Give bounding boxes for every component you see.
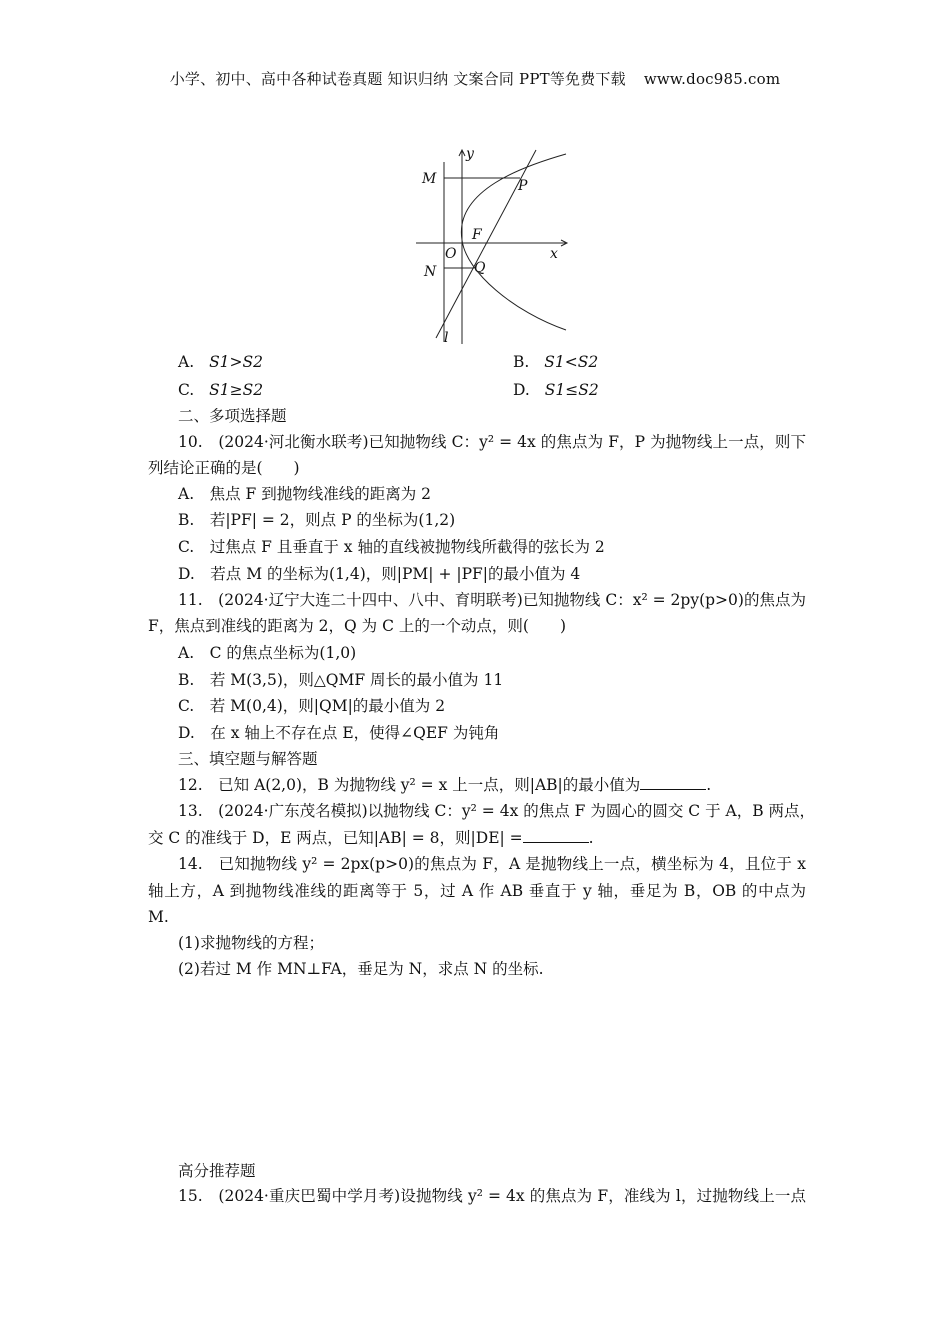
q11-line1: 11. (2024·辽宁大连二十四中、八中、育明联考)已知抛物线 C：x² = 2py(p>0)的焦点为 — [178, 591, 806, 609]
q10-line1: 10. (2024·河北衡水联考)已知抛物线 C：y² = 4x 的焦点为 F，P 为抛物线上一点，则下 — [178, 433, 806, 451]
q12-line — [178, 774, 711, 796]
option-letter: A. — [178, 353, 195, 371]
section-hard-heading: 高分推荐题 — [178, 1162, 256, 1180]
q13-answer-blank[interactable] — [523, 828, 589, 843]
option-expr: S1>S2 — [209, 353, 264, 371]
option-letter: D. — [513, 381, 530, 399]
label-F: F — [472, 227, 482, 243]
option-expr: S1≤S2 — [544, 381, 599, 399]
q14-part1: (1)求抛物线的方程； — [178, 934, 324, 952]
q13-line1: 13. (2024·广东茂名模拟)以抛物线 C：y² = 4x 的焦点 F 为圆心的圆交 C 于 A，B 两点， — [178, 802, 816, 820]
header-text: 小学、初中、高中各种试卷真题 知识归纳 文案合同 PPT等免费下载 — [169, 70, 626, 88]
q9-option-d — [513, 379, 599, 401]
label-l: l — [444, 330, 449, 346]
label-P: P — [518, 178, 528, 194]
label-N: N — [424, 264, 437, 280]
option-expr: S1≥S2 — [209, 381, 264, 399]
q10-line2: 列结论正确的是( ) — [148, 459, 300, 477]
option-letter: B. — [513, 353, 530, 371]
page-header — [0, 68, 950, 89]
q14-line1: 14. 已知抛物线 y² = 2px(p>0)的焦点为 F，A 是抛物线上一点，横坐标为 4，且位于 x — [178, 855, 806, 873]
label-O: O — [445, 246, 457, 262]
q12-text: 12. 已知 A(2,0)，B 为抛物线 y² = x 上一点，则|AB|的最小值为 — [178, 776, 641, 794]
q11-option-d: D. 在 x 轴上不存在点 E，使得∠QEF 为钝角 — [178, 724, 500, 742]
q11-option-c: C. 若 M(0,4)，则|QM|的最小值为 2 — [178, 697, 446, 715]
q12-end: . — [706, 776, 712, 794]
option-letter: C. — [178, 381, 195, 399]
q12-answer-blank[interactable] — [640, 775, 706, 790]
label-M: M — [422, 171, 437, 187]
header-site: www.doc985.com — [643, 70, 781, 88]
q9-option-c — [178, 379, 263, 401]
q10-option-a: A. 焦点 F 到抛物线准线的距离为 2 — [178, 485, 432, 503]
q10-option-d: D. 若点 M 的坐标为(1,4)，则|PM| + |PF|的最小值为 4 — [178, 565, 581, 583]
q11-line2: F，焦点到准线的距离为 2，Q 为 C 上的一个动点，则( ) — [148, 617, 566, 635]
label-y: y — [466, 146, 474, 162]
q10-option-b: B. 若|PF| = 2，则点 P 的坐标为(1,2) — [178, 511, 456, 529]
parabola-figure — [414, 142, 572, 346]
q15-line1: 15. (2024·重庆巴蜀中学月考)设抛物线 y² = 4x 的焦点为 F，准线为 l，过抛物线上一点 — [178, 1187, 806, 1205]
q14-part2: (2)若过 M 作 MN⊥FA，垂足为 N，求点 N 的坐标. — [178, 960, 544, 978]
q10-option-c: C. 过焦点 F 且垂直于 x 轴的直线被抛物线所截得的弦长为 2 — [178, 538, 605, 556]
section-multi-heading: 二、多项选择题 — [178, 407, 287, 425]
label-Q: Q — [474, 260, 486, 276]
q9-option-a — [178, 351, 263, 373]
q11-option-b: B. 若 M(3,5)，则△QMF 周长的最小值为 11 — [178, 671, 504, 689]
q13-text: 交 C 的准线于 D，E 两点，已知|AB| = 8，则|DE| = — [148, 829, 523, 847]
q14-line3: M. — [148, 908, 169, 926]
section-fill-heading: 三、填空题与解答题 — [178, 750, 318, 768]
label-x: x — [550, 246, 558, 262]
q11-option-a: A. C 的焦点坐标为(1,0) — [178, 644, 357, 662]
q13-end: . — [588, 829, 594, 847]
q9-option-b — [513, 351, 598, 373]
q14-line2: 轴上方，A 到抛物线准线的距离等于 5，过 A 作 AB 垂直于 y 轴，垂足为 B，OB 的中点为 — [148, 882, 806, 900]
q13-line2 — [148, 827, 594, 849]
option-expr: S1<S2 — [544, 353, 599, 371]
